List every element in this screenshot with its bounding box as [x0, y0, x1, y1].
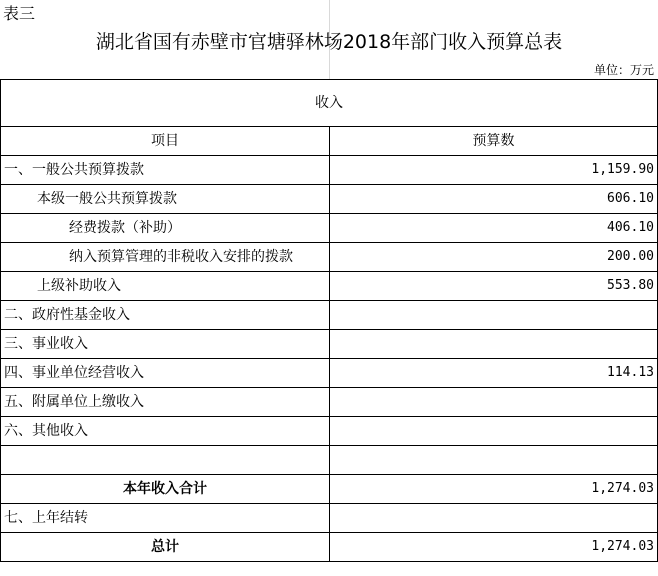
column-header-row	[1, 127, 658, 156]
table-row	[1, 417, 658, 446]
item-cell[interactable]: 本年收入合计	[1, 475, 330, 504]
table-row	[1, 475, 658, 504]
item-cell[interactable]: 六、其他收入	[1, 417, 330, 446]
amount-cell[interactable]: 606.10	[330, 185, 658, 214]
amount-cell[interactable]: 1,159.90	[330, 156, 658, 185]
table-row	[1, 388, 658, 417]
amount-cell[interactable]	[330, 504, 658, 533]
amount-cell[interactable]: 1,274.03	[330, 475, 658, 504]
amount-cell[interactable]: 553.80	[330, 272, 658, 301]
table-row	[1, 185, 658, 214]
table-row	[1, 301, 658, 330]
item-cell[interactable]: 一、一般公共预算拨款	[1, 156, 330, 185]
item-cell[interactable]: 纳入预算管理的非税收入安排的拨款	[1, 243, 330, 272]
item-cell[interactable]: 四、事业单位经营收入	[1, 359, 330, 388]
table-row	[1, 272, 658, 301]
amount-cell[interactable]	[330, 417, 658, 446]
amount-cell[interactable]	[330, 301, 658, 330]
item-cell[interactable]: 二、政府性基金收入	[1, 301, 330, 330]
income-budget-table	[0, 79, 658, 562]
item-header-cell[interactable]: 项目	[1, 127, 330, 156]
item-cell[interactable]: 三、事业收入	[1, 330, 330, 359]
item-cell[interactable]: 经费拨款（补助）	[1, 214, 330, 243]
item-cell[interactable]: 上级补助收入	[1, 272, 330, 301]
amount-cell[interactable]: 200.00	[330, 243, 658, 272]
amount-cell[interactable]	[330, 330, 658, 359]
amount-header-cell[interactable]: 预算数	[330, 127, 658, 156]
item-cell[interactable]: 总计	[1, 533, 330, 562]
amount-cell[interactable]: 406.10	[330, 214, 658, 243]
sheet-label: 表三	[3, 4, 36, 23]
item-cell[interactable]	[1, 446, 330, 475]
table-row	[1, 533, 658, 562]
table-row	[1, 446, 658, 475]
item-cell[interactable]: 七、上年结转	[1, 504, 330, 533]
table-row	[1, 359, 658, 388]
amount-cell[interactable]: 114.13	[330, 359, 658, 388]
amount-cell[interactable]	[330, 388, 658, 417]
table-row	[1, 156, 658, 185]
page-title: 湖北省国有赤壁市官塘驿林场2018年部门收入预算总表	[95, 31, 563, 53]
amount-cell[interactable]	[330, 446, 658, 475]
table-row	[1, 243, 658, 272]
item-cell[interactable]: 本级一般公共预算拨款	[1, 185, 330, 214]
table-row	[1, 504, 658, 533]
table-row	[1, 214, 658, 243]
unit-label: 单位：万元	[593, 63, 654, 77]
section-header-cell[interactable]: 收入	[1, 80, 658, 127]
item-cell[interactable]: 五、附属单位上缴收入	[1, 388, 330, 417]
section-header-row	[1, 80, 658, 127]
amount-cell[interactable]: 1,274.03	[330, 533, 658, 562]
table-row	[1, 330, 658, 359]
